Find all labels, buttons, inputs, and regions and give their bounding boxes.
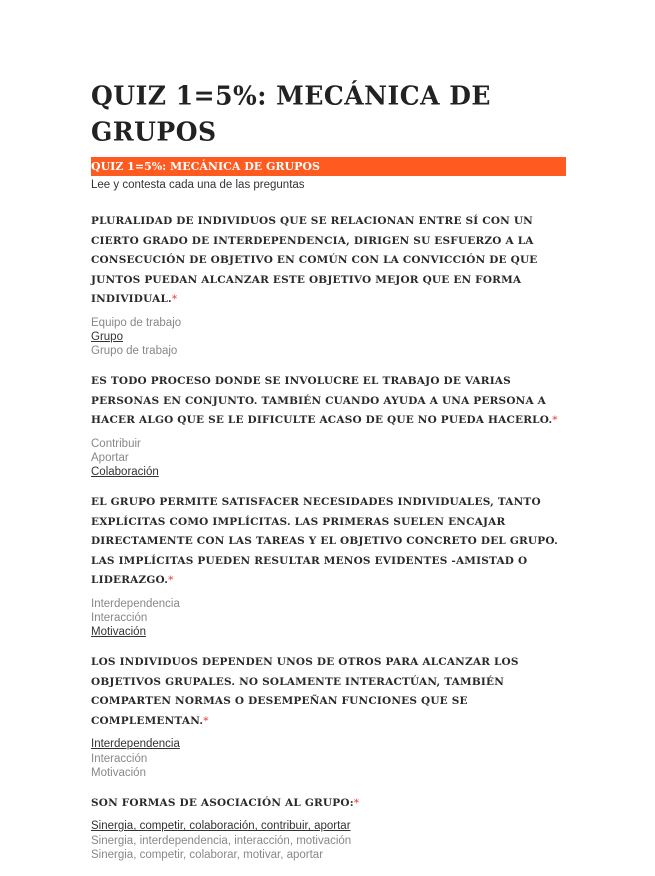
answer-option[interactable]: Sinergia, interdependencia, interacción, motivación bbox=[91, 834, 352, 847]
question-2 bbox=[91, 372, 571, 479]
required-marker: * bbox=[203, 714, 209, 727]
question-text bbox=[91, 653, 571, 731]
question-text bbox=[91, 372, 571, 431]
quiz-page bbox=[91, 80, 571, 876]
required-marker: * bbox=[171, 293, 178, 305]
required-marker: * bbox=[353, 796, 360, 809]
answer-option[interactable]: Motivación bbox=[91, 766, 146, 779]
section-banner: QUIZ 1=5%: MECÁNICA DE GRUPOS bbox=[91, 157, 566, 176]
question-3 bbox=[91, 493, 571, 639]
answer-option[interactable]: Grupo bbox=[91, 330, 123, 343]
question-text-label: SON FORMAS DE ASOCIACIÓN AL GRUPO: bbox=[91, 796, 354, 809]
answer-option[interactable]: Interdependencia bbox=[91, 738, 180, 751]
answer-option[interactable]: Interacción bbox=[91, 611, 148, 624]
answer-option[interactable]: Grupo de trabajo bbox=[91, 344, 178, 357]
question-text bbox=[91, 493, 571, 591]
question-list bbox=[91, 212, 571, 862]
answer-option[interactable]: Equipo de trabajo bbox=[91, 316, 182, 329]
question-text bbox=[91, 212, 571, 310]
question-text-label: LOS INDIVIDUOS DEPENDEN UNOS DE OTROS PARA ALCANZAR LOS OBJETIVOS GRUPALES. NO SOLAMENTE INTERACTÚAN, TAMBIÉN COMPARTEN NORMAS O DESEMPEÑAN FUNCIONES QUE SE COMPLEMENTAN. bbox=[91, 656, 519, 727]
page-title: QUIZ 1=5%: MECÁNICA DE GRUPOS bbox=[91, 80, 491, 147]
required-marker: * bbox=[168, 574, 174, 587]
question-4 bbox=[91, 653, 571, 780]
question-text-label: PLURALIDAD DE INDIVIDUOS QUE SE RELACIONAN ENTRE SÍ CON UN CIERTO GRADO DE INTERDEPENDENCIA, DIRIGEN SU ESFUERZO A LA CONSECUCIÓN DE OBJETIVO EN COMÚN CON LA CONVICCIÓN DE QUE JUNTOS PUEDAN ALCANZAR ESTE OBJETIVO MEJOR QUE EN FORMA INDIVIDUAL. bbox=[91, 215, 538, 305]
answer-option[interactable]: Sinergia, competir, colaborar, motivar, aportar bbox=[91, 848, 324, 861]
question-text bbox=[91, 794, 571, 814]
question-1 bbox=[91, 212, 571, 358]
answer-option[interactable]: Interdependencia bbox=[91, 597, 180, 610]
answer-option[interactable]: Contribuir bbox=[91, 437, 141, 450]
intro-text: Lee y contesta cada una de las preguntas bbox=[91, 179, 305, 191]
question-text-label: EL GRUPO PERMITE SATISFACER NECESIDADES INDIVIDUALES, TANTO EXPLÍCITAS COMO IMPLÍCITAS. LAS PRIMERAS SUELEN ENCAJAR DIRECTAMENTE CON LAS TAREAS Y EL OBJETIVO CONCRETO DEL GRUPO. LAS IMPLÍCITAS PUEDEN RESULTAR MENOS EVIDENTES -AMISTAD O LIDERAZGO. bbox=[91, 496, 558, 587]
question-5 bbox=[91, 794, 571, 862]
answer-option[interactable]: Interacción bbox=[91, 752, 148, 765]
answer-option[interactable]: Sinergia, competir, colaboración, contribuir, aportar bbox=[91, 820, 351, 833]
answer-option[interactable]: Motivación bbox=[91, 626, 146, 639]
answer-option[interactable]: Colaboración bbox=[91, 466, 159, 479]
answer-option[interactable]: Aportar bbox=[91, 451, 129, 464]
required-marker: * bbox=[552, 414, 558, 427]
question-text-label: ES TODO PROCESO DONDE SE INVOLUCRE EL TRABAJO DE VARIAS PERSONAS EN CONJUNTO. TAMBIÉN CUANDO AYUDA A UNA PERSONA A HACER ALGO QUE SE LE DIFICULTE ACASO DE QUE NO PUEDA HACERLO. bbox=[91, 375, 553, 427]
